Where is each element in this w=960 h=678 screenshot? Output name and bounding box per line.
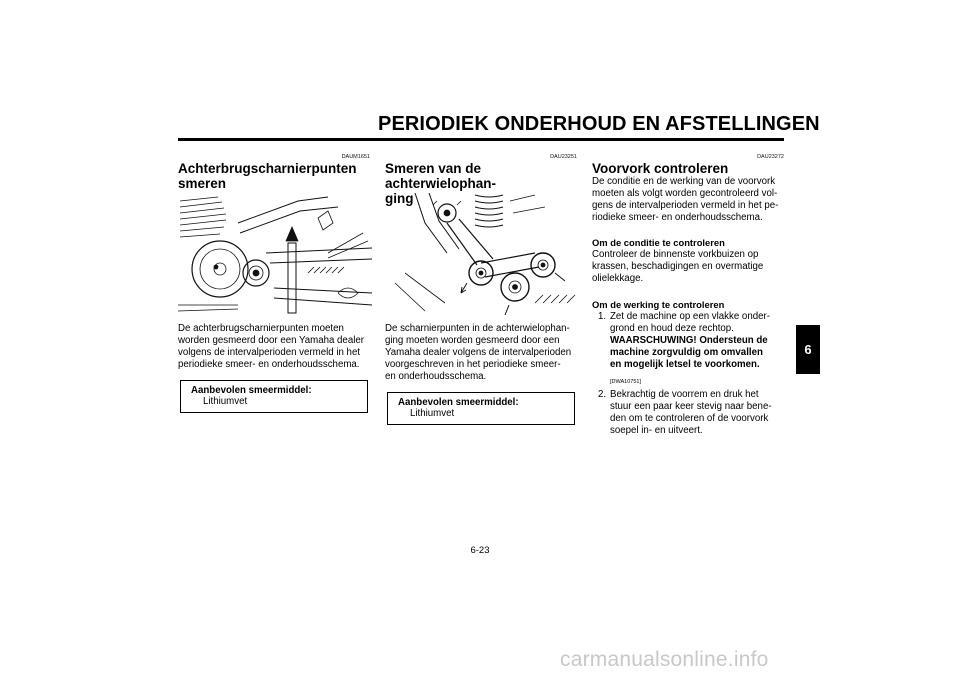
section-title [178, 161, 370, 191]
page-number: 6-23 [470, 545, 490, 556]
section-title-line: smeren [178, 176, 227, 191]
section-title-line: Smeren van de achterwielophan- [385, 161, 497, 191]
watermark: carmanualsonline.info [560, 648, 769, 671]
body-line: ging moeten worden gesmeerd door een [385, 335, 560, 346]
body-line: periodieke smeer- en onderhoudsschema. [178, 359, 360, 370]
recommended-lubricant-box [180, 380, 368, 413]
warning-code: [DWA10751] [610, 379, 641, 385]
subsection-body [592, 249, 784, 285]
chapter-tab[interactable]: 6 [796, 325, 820, 374]
list-item [592, 311, 784, 383]
step-text [610, 389, 784, 437]
step-number: 2. [598, 389, 607, 400]
body-line: De achterbrugscharnierpunten moeten [178, 323, 344, 334]
lubricant-value: Lithiumvet [410, 408, 455, 419]
lubricant-label: Aanbevolen smeermiddel: [398, 397, 519, 408]
lubricant-value: Lithiumvet [203, 396, 248, 407]
body-line: De scharnierpunten in de achterwielophan- [385, 323, 570, 334]
section-title-line: ging [385, 191, 414, 206]
section-code: DAU23272 [757, 154, 784, 160]
body-line: gens de intervalperioden vermeld in het pe- [592, 200, 779, 211]
page-header-title: PERIODIEK ONDERHOUD EN AFSTELLINGEN [378, 113, 820, 135]
body-line: moeten als volgt worden gecontroleerd vol- [592, 188, 778, 199]
body-line: De conditie en de werking van de voorvork [592, 176, 776, 187]
section-body [385, 323, 577, 383]
body-line: krassen, beschadigingen en overmatige [592, 261, 764, 272]
warning-line: machine zorgvuldig om omvallen [610, 347, 763, 358]
section-code: DAUM1651 [341, 154, 370, 160]
warning-line: en mogelijk letsel te voorkomen. [610, 359, 760, 370]
body-line: voorgeschreven in het periodieke smeer- [385, 359, 561, 370]
rear-suspension-illustration [385, 193, 579, 315]
section-intro [592, 176, 784, 224]
header-rule [178, 138, 784, 141]
section-body [178, 323, 370, 371]
lubricant-label: Aanbevolen smeermiddel: [191, 385, 312, 396]
body-line: Controleer de binnenste vorkbuizen op [592, 249, 759, 260]
step-line: Zet de machine op een vlakke onder- [610, 311, 770, 322]
step-number: 1. [598, 311, 607, 322]
step-line: Bekrachtig de voorrem en druk het [610, 389, 759, 400]
step-line: den om te controleren of de voorvork [610, 413, 769, 424]
body-line: worden gesmeerd door een Yamaha dealer [178, 335, 364, 346]
subheading: Om de conditie te controleren [592, 237, 725, 248]
body-line: riodieke smeer- en onderhoudsschema. [592, 212, 763, 223]
body-line: en onderhoudsschema. [385, 371, 487, 382]
recommended-lubricant-box [387, 392, 575, 425]
body-line: olielekkage. [592, 273, 644, 284]
section-code: DAU23251 [550, 154, 577, 160]
subheading: Om de werking te controleren [592, 299, 725, 310]
section-title-line: Achterbrugscharnierpunten [178, 161, 357, 176]
section-title: Voorvork controleren [592, 161, 729, 176]
step-line: soepel in- en uitveert. [610, 425, 703, 436]
step-line: stuur een paar keer stevig naar bene- [610, 401, 772, 412]
body-line: Yamaha dealer volgens de intervalperioden [385, 347, 572, 358]
step-text [610, 311, 784, 371]
body-line: volgens de intervalperioden vermeld in het [178, 347, 361, 358]
step-line: grond en houd deze rechtop. [610, 323, 734, 334]
swingarm-pivot-illustration [178, 193, 372, 315]
warning-line: WAARSCHUWING! Ondersteun de [610, 335, 768, 346]
list-item [592, 389, 784, 439]
